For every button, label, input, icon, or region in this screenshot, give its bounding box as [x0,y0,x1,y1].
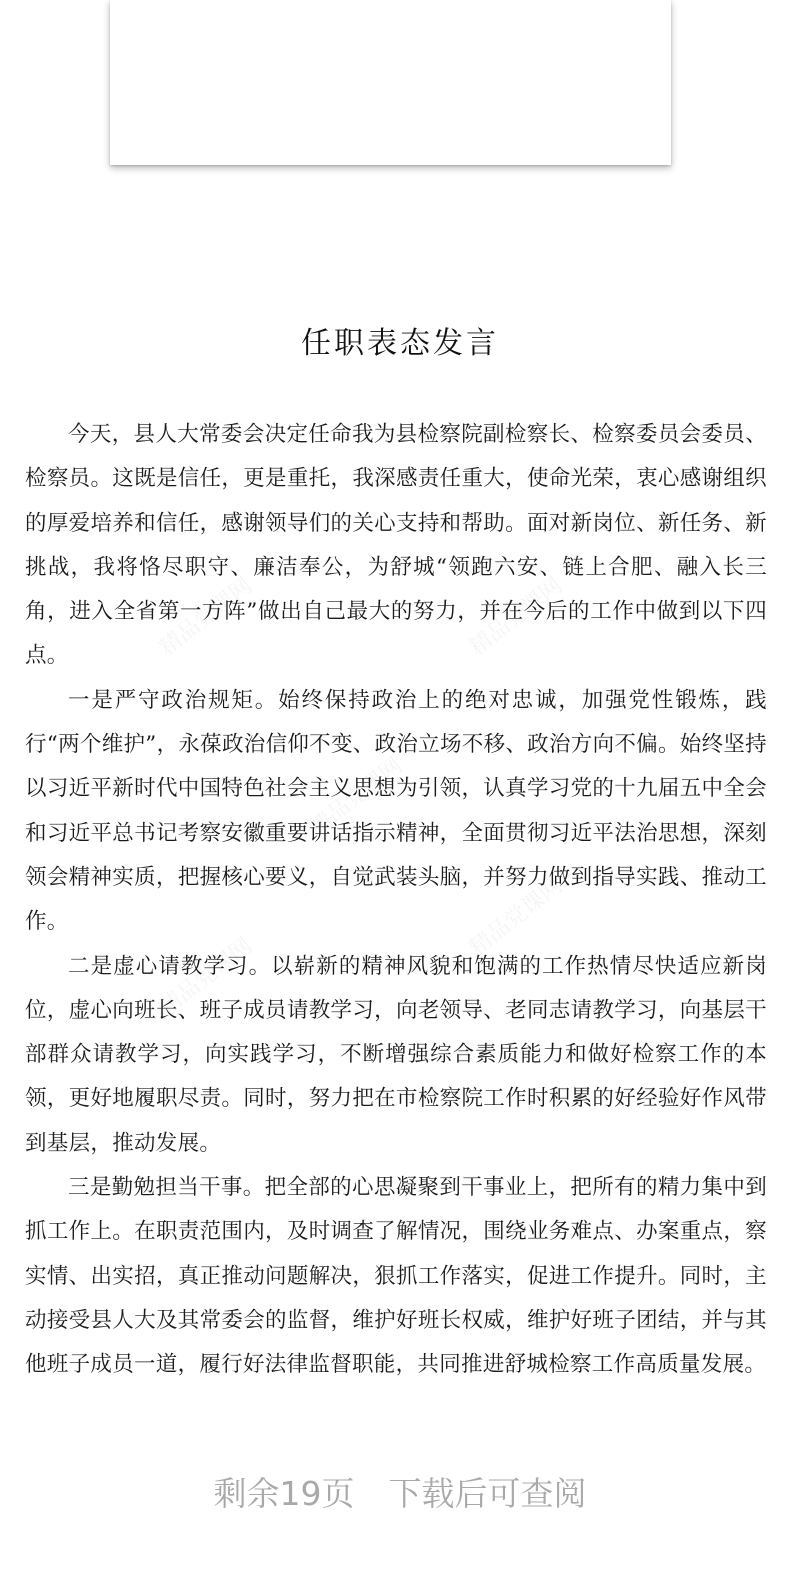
download-to-view-label: 下载后可查阅 [388,1474,587,1513]
document-body [25,413,767,1388]
paragraph-point-3: 三是勤勉担当干事。把全部的心思凝聚到干事业上，把所有的精力集中到抓工作上。在职责范围内，及时调查了解情况，围绕业务难点、办案重点，察实情、出实招，真正推动问题解决，狠抓工作落实，促进工作提升。同时，主动接受县人大及其常委会的监督，维护好班长权威，维护好班子团结，并与其他班子成员一道，履行好法律监督职能，共同推进舒城检察工作高质量发展。 [25,1175,767,1378]
paragraph-point-1: 一是严守政治规矩。始终保持政治上的绝对忠诚，加强党性锻炼，践行“两个维护”，永葆政治信仰不变、政治立场不移、政治方向不偏。始终坚持以习近平新时代中国特色社会主义思想为引领，认真学习党的十九届五中全会和习近平总书记考察安徽重要讲话指示精神，全面贯彻习近平法治思想，深刻领会精神实质，把握核心要义，自觉武装头脑，并努力做到指导实践、推动工作。 [25,687,767,935]
paragraph-point-2: 二是虚心请教学习。以崭新的精神风貌和饱满的工作热情尽快适应新岗位，虚心向班长、班子成员请教学习，向老领导、老同志请教学习，向基层干部群众请教学习，向实践学习，不断增强综合素质能力和做好检察工作的本领，更好地履职尽责。同时，努力把在市检察院工作时积累的好经验好作风带到基层，推动发展。 [25,953,767,1156]
document-title: 任职表态发言 [301,326,499,361]
previous-page-preview [110,0,671,165]
paragraph-intro: 今天，县人大常委会决定任命我为县检察院副检察长、检察委员会委员、检察员。这既是信任，更是重托，我深感责任重大，使命光荣，衷心感谢组织的厚爱培养和信任，感谢领导们的关心支持和帮助。面对新岗位、新任务、新挑战，我将恪尽职守、廉洁奉公，为舒城“领跑六安、链上合肥、融入长三角，进入全省第一方阵”做出自己最大的努力，并在今后的工作中做到以下四点。 [25,422,767,669]
remaining-pages-label: 剩余19页 [213,1474,355,1513]
download-prompt[interactable] [0,1468,800,1515]
